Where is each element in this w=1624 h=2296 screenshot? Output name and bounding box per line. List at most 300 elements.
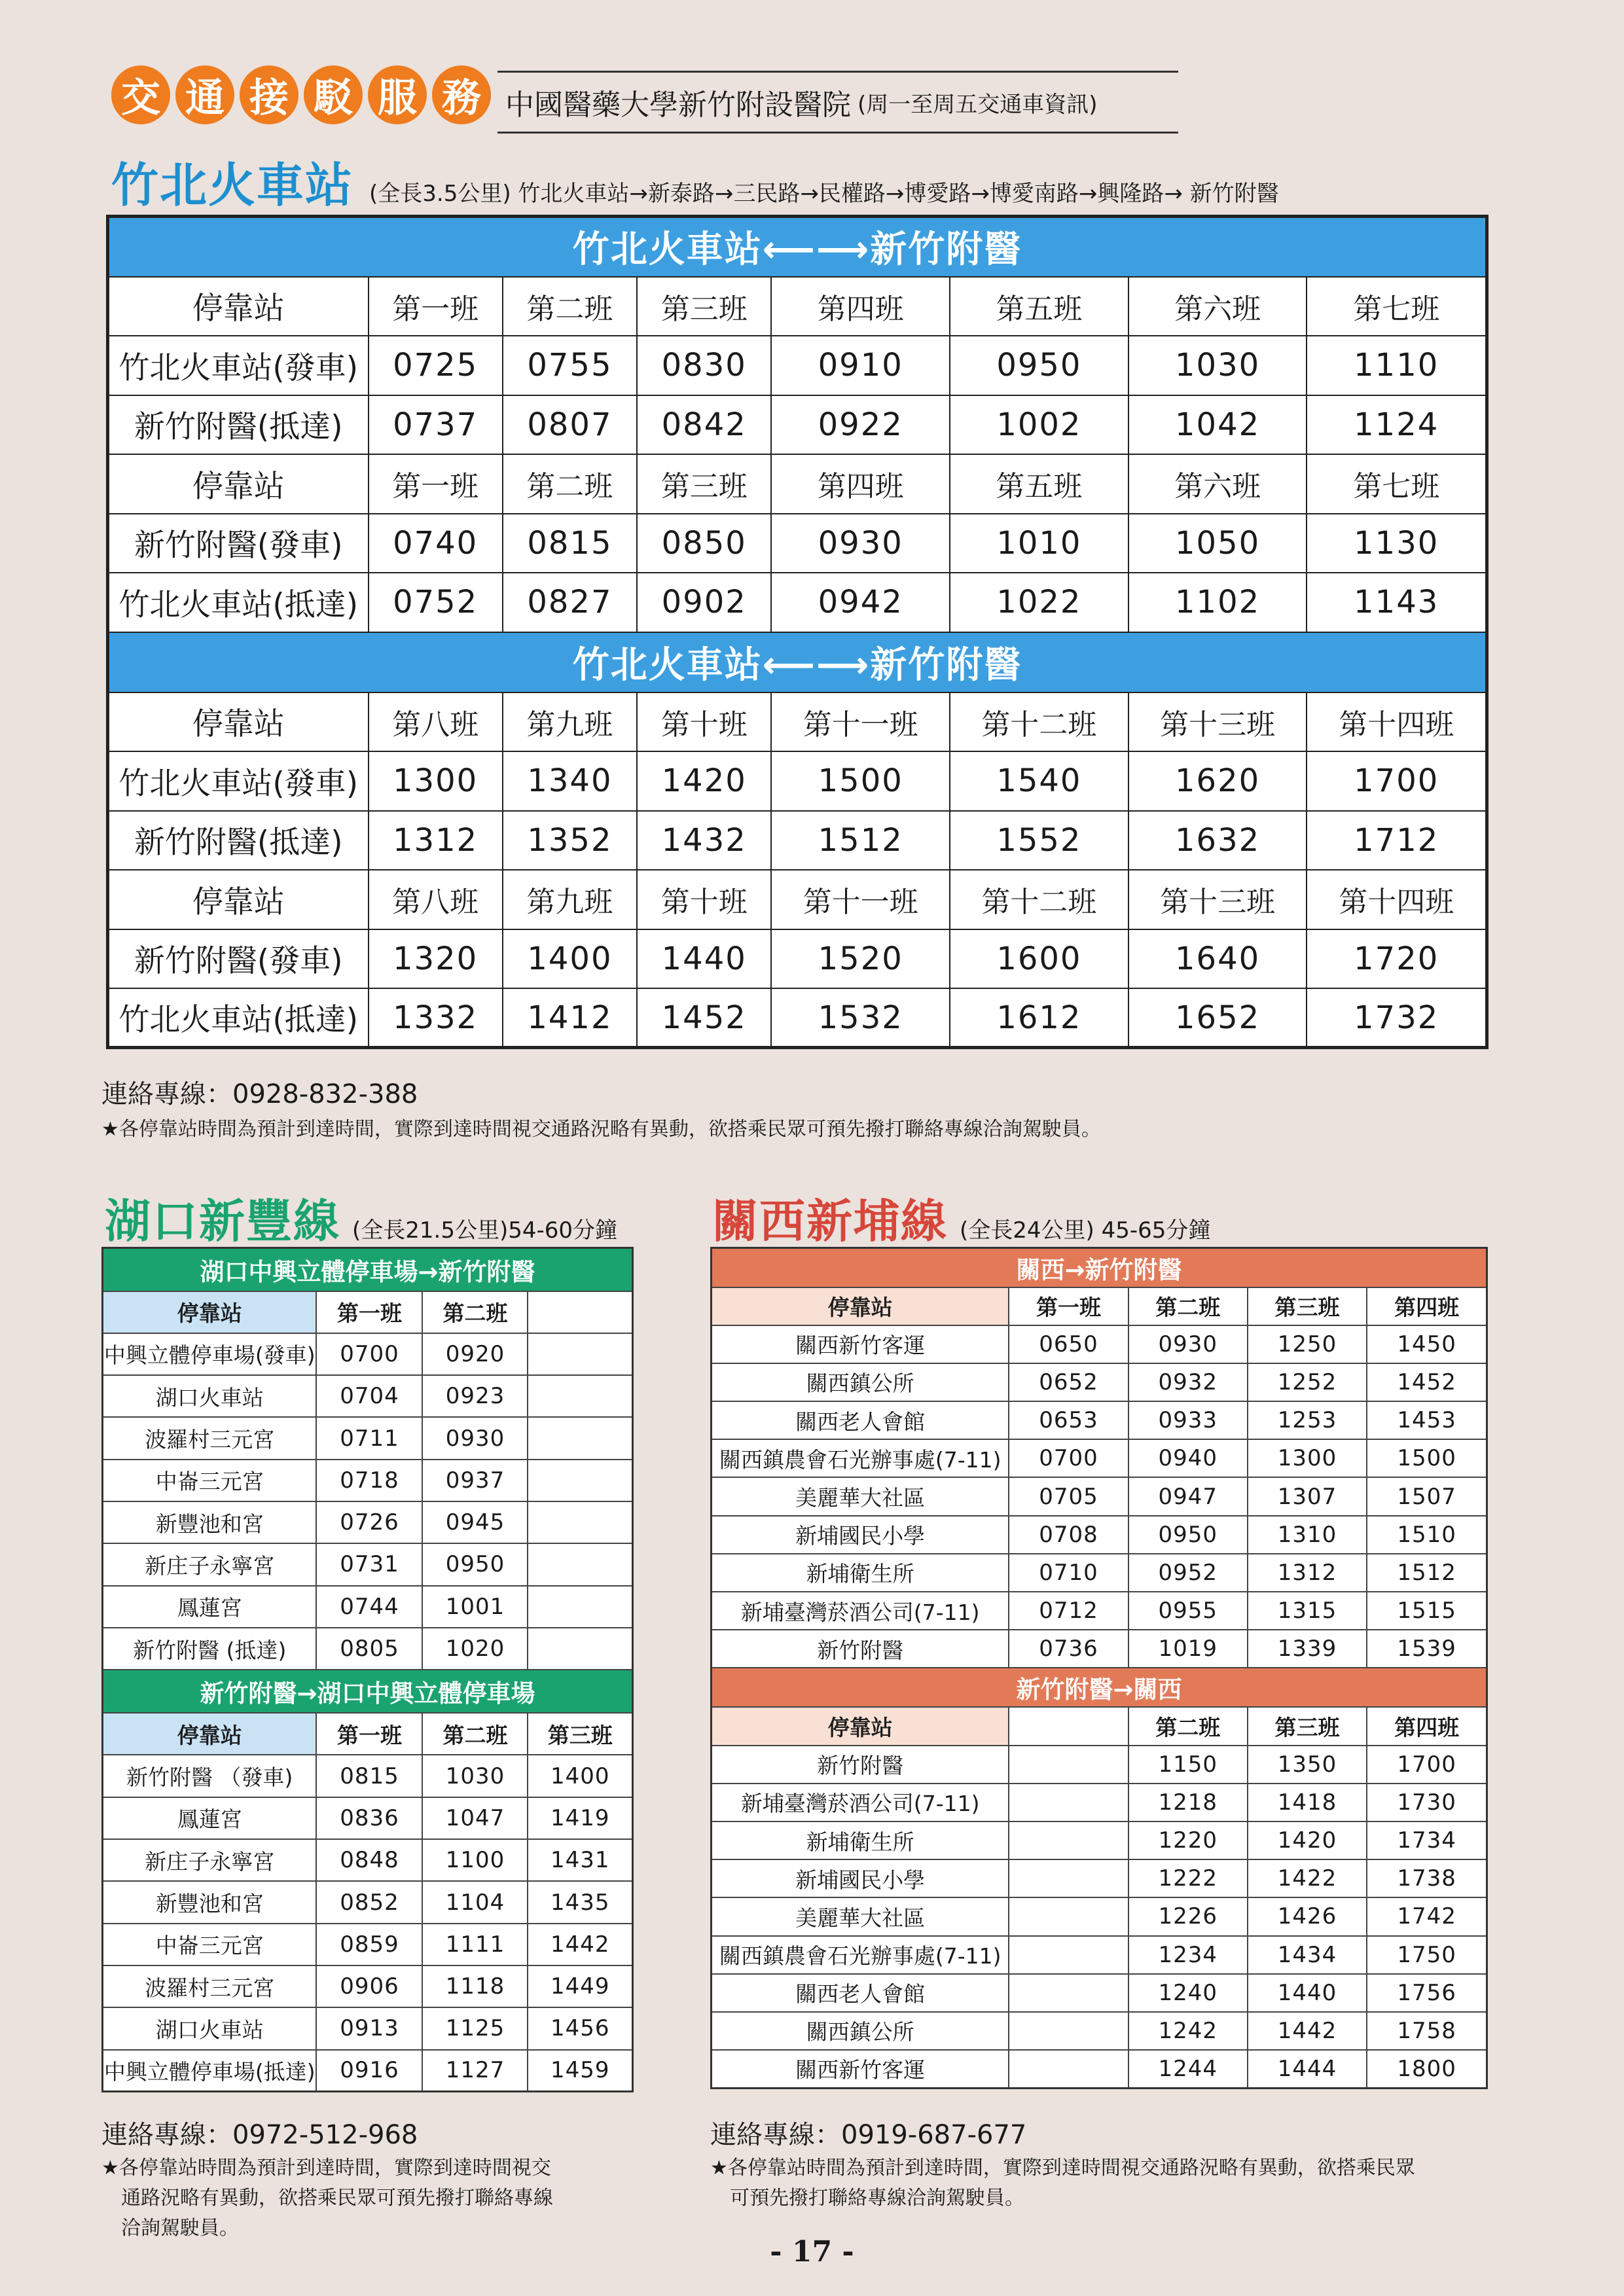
run-header: 第七班 <box>1307 454 1487 514</box>
table-row <box>103 1881 633 1923</box>
station-cell: 新竹附醫(發車) <box>108 514 369 573</box>
station-cell: 中興立體停車場(發車) <box>103 1333 317 1375</box>
table-row <box>712 1784 1487 1821</box>
time-cell: 1442 <box>1248 2012 1367 2050</box>
time-cell: 1444 <box>1248 2050 1367 2088</box>
time-cell: 0752 <box>369 573 503 632</box>
time-cell: 1412 <box>503 988 637 1048</box>
station-cell: 關西新竹客運 <box>712 2050 1009 2088</box>
route1-desc: (全長3.5公里) 竹北火車站→新泰路→三民路→民權路→博愛路→博愛南路→興隆路→ 新竹附醫 <box>369 181 1279 207</box>
time-cell: 1420 <box>1248 1821 1367 1859</box>
table-row <box>103 1333 633 1375</box>
route1-title <box>111 147 1279 215</box>
time-cell: 1320 <box>369 929 503 989</box>
time-cell: 1127 <box>422 2050 528 2092</box>
time-cell: 1510 <box>1367 1516 1487 1554</box>
time-cell <box>528 1543 632 1585</box>
table-row <box>103 1797 633 1839</box>
stop-header: 停靠站 <box>103 1291 317 1333</box>
table-row <box>103 2007 633 2049</box>
time-cell: 1418 <box>1248 1784 1367 1821</box>
time-cell: 0744 <box>316 1586 422 1628</box>
time-cell: 1250 <box>1248 1325 1367 1363</box>
route2-desc: (全長21.5公里)54-60分鐘 <box>352 1217 618 1244</box>
run-header <box>528 1291 632 1333</box>
time-cell: 1756 <box>1367 1974 1487 2012</box>
table-row <box>103 1586 633 1628</box>
time-cell: 0700 <box>1009 1439 1128 1477</box>
time-cell: 0726 <box>316 1501 422 1543</box>
run-header: 第二班 <box>503 454 637 514</box>
run-header: 第十一班 <box>771 692 950 752</box>
table-row <box>108 811 1487 870</box>
station-cell: 新竹附醫 (抵達) <box>103 1628 317 1670</box>
stop-header: 停靠站 <box>108 870 369 929</box>
time-cell: 1632 <box>1128 811 1307 870</box>
route2-name: 湖口新豐線 <box>105 1194 340 1248</box>
time-cell: 0737 <box>369 395 503 455</box>
band-label: 竹北火車站⟵⟶新竹附醫 <box>108 217 1487 277</box>
station-cell: 湖口火車站 <box>103 2007 317 2049</box>
station-cell: 新竹附醫(抵達) <box>108 395 369 455</box>
station-cell: 關西鎮公所 <box>712 2012 1009 2050</box>
hospital-header <box>497 71 1178 134</box>
station-cell: 新竹附醫(發車) <box>108 929 369 989</box>
time-cell: 1540 <box>950 751 1128 811</box>
time-cell: 1730 <box>1367 1784 1487 1821</box>
time-cell: 1453 <box>1367 1401 1487 1439</box>
time-cell: 0827 <box>503 573 637 632</box>
note-line: 通路況略有異動，欲搭乘民眾可預先撥打聯絡專線 <box>121 2187 553 2210</box>
table-row <box>712 1401 1487 1439</box>
time-cell <box>1009 1784 1128 1821</box>
time-cell: 1220 <box>1128 1821 1248 1859</box>
table-row <box>712 1439 1487 1477</box>
time-cell: 1150 <box>1128 1746 1248 1784</box>
time-cell: 1234 <box>1128 1936 1248 1974</box>
time-cell: 1720 <box>1307 929 1487 989</box>
time-cell: 1010 <box>950 514 1128 573</box>
time-cell: 1520 <box>771 929 950 989</box>
time-cell <box>1009 2050 1128 2088</box>
time-cell: 1420 <box>637 751 771 811</box>
time-cell: 1507 <box>1367 1477 1487 1515</box>
time-cell: 1742 <box>1367 1897 1487 1935</box>
run-header: 第二班 <box>422 1713 528 1755</box>
run-header: 第十班 <box>637 692 771 752</box>
time-cell: 1100 <box>422 1839 528 1881</box>
route3-name: 關西新埔線 <box>712 1194 948 1248</box>
station-cell: 新竹附醫 <box>712 1746 1009 1784</box>
table-row <box>103 1755 633 1797</box>
time-cell: 1512 <box>1367 1554 1487 1592</box>
run-header: 第十三班 <box>1128 870 1307 929</box>
station-cell: 關西老人會館 <box>712 1401 1009 1439</box>
time-cell: 0700 <box>316 1333 422 1375</box>
time-cell: 0910 <box>771 336 950 395</box>
time-cell: 0805 <box>316 1628 422 1670</box>
run-header: 第三班 <box>1248 1707 1367 1745</box>
time-cell: 0930 <box>1128 1325 1248 1363</box>
table-row <box>108 573 1487 632</box>
time-cell: 0836 <box>316 1797 422 1839</box>
time-cell: 0652 <box>1009 1363 1128 1401</box>
time-cell: 1400 <box>503 929 637 989</box>
band-label: 湖口中興立體停車場→新竹附醫 <box>103 1248 633 1291</box>
route3-contact: 連絡專線：0919-687-677 <box>710 2120 1027 2150</box>
time-cell <box>528 1333 632 1375</box>
time-cell: 1434 <box>1248 1936 1367 1974</box>
station-cell: 竹北火車站(抵達) <box>108 988 369 1048</box>
time-cell: 1125 <box>422 2007 528 2049</box>
table-row <box>103 1628 633 1670</box>
time-cell: 0725 <box>369 336 503 395</box>
station-cell: 中崙三元宮 <box>103 1924 317 1965</box>
time-cell <box>1009 2012 1128 2050</box>
time-cell: 1734 <box>1367 1821 1487 1859</box>
time-cell: 0807 <box>503 395 637 455</box>
band-label: 竹北火車站⟵⟶新竹附醫 <box>108 632 1487 692</box>
time-cell: 1539 <box>1367 1630 1487 1668</box>
direction-band <box>108 632 1487 692</box>
badge-char: 務 <box>432 65 491 124</box>
note-line: 洽詢駕駛員。 <box>121 2217 239 2240</box>
direction-band <box>103 1670 633 1713</box>
time-cell: 1600 <box>950 929 1128 989</box>
time-cell: 0712 <box>1009 1592 1128 1630</box>
time-cell: 1800 <box>1367 2050 1487 2088</box>
direction-band <box>108 217 1487 277</box>
badge-char: 交 <box>111 65 170 124</box>
time-cell: 0755 <box>503 336 637 395</box>
route3-timetable <box>710 1247 1488 2089</box>
time-cell: 1515 <box>1367 1592 1487 1630</box>
run-header: 第四班 <box>1367 1287 1487 1325</box>
time-cell: 0902 <box>637 573 771 632</box>
station-cell: 新埔國民小學 <box>712 1516 1009 1554</box>
table-row <box>712 1630 1487 1668</box>
badge-char: 通 <box>175 65 234 124</box>
time-cell: 1315 <box>1248 1592 1367 1630</box>
time-cell: 1332 <box>369 988 503 1048</box>
station-cell: 中興立體停車場(抵達) <box>103 2050 317 2092</box>
route3-note <box>710 2153 1489 2214</box>
time-cell: 0650 <box>1009 1325 1128 1363</box>
time-cell: 1307 <box>1248 1477 1367 1515</box>
time-cell: 1732 <box>1307 988 1487 1048</box>
time-cell: 1700 <box>1367 1746 1487 1784</box>
time-cell: 1459 <box>528 2050 632 2092</box>
time-cell: 0815 <box>503 514 637 573</box>
run-header: 第二班 <box>1128 1707 1248 1745</box>
time-cell: 1452 <box>637 988 771 1048</box>
run-header: 第十四班 <box>1307 870 1487 929</box>
route2-title <box>105 1185 617 1251</box>
time-cell: 1432 <box>637 811 771 870</box>
time-cell: 1400 <box>528 1755 632 1797</box>
route3-title <box>712 1185 1210 1251</box>
time-cell: 0923 <box>422 1375 528 1417</box>
table-row <box>712 2050 1487 2088</box>
time-cell: 0940 <box>1128 1439 1248 1477</box>
time-cell: 1104 <box>422 1881 528 1923</box>
run-header: 第五班 <box>950 454 1128 514</box>
station-cell: 新埔衛生所 <box>712 1554 1009 1592</box>
time-cell: 1452 <box>1367 1363 1487 1401</box>
table-row <box>103 1924 633 1965</box>
time-cell: 1340 <box>503 751 637 811</box>
time-cell: 1300 <box>369 751 503 811</box>
table-row <box>712 2012 1487 2050</box>
band-label: 新竹附醫→關西 <box>712 1668 1487 1707</box>
run-header: 第六班 <box>1128 454 1307 514</box>
time-cell: 0955 <box>1128 1592 1248 1630</box>
run-header: 第二班 <box>422 1291 528 1333</box>
time-cell <box>528 1417 632 1459</box>
note-line: ★各停靠站時間為預計到達時間，實際到達時間視交通路況略有異動，欲搭乘民眾 <box>710 2157 1415 2179</box>
time-cell: 1047 <box>422 1797 528 1839</box>
station-cell: 關西鎮農會石光辦事處(7-11) <box>712 1936 1009 1974</box>
run-header: 第三班 <box>528 1713 632 1755</box>
time-cell: 0906 <box>316 1965 422 2007</box>
time-cell: 1111 <box>422 1924 528 1965</box>
run-header: 第六班 <box>1128 277 1307 336</box>
time-cell: 1712 <box>1307 811 1487 870</box>
table-row <box>712 1516 1487 1554</box>
page-number: - 17 - <box>770 2235 854 2269</box>
table-row <box>712 1477 1487 1515</box>
time-cell: 1253 <box>1248 1401 1367 1439</box>
time-cell: 1750 <box>1367 1936 1487 1974</box>
run-header: 第四班 <box>1367 1707 1487 1745</box>
station-cell: 中崙三元宮 <box>103 1460 317 1501</box>
stop-header: 停靠站 <box>108 692 369 752</box>
run-header: 第一班 <box>316 1713 422 1755</box>
time-cell: 1652 <box>1128 988 1307 1048</box>
time-cell <box>1009 1897 1128 1935</box>
run-header: 第十二班 <box>950 870 1128 929</box>
time-cell: 1500 <box>1367 1439 1487 1477</box>
direction-band <box>103 1248 633 1291</box>
run-header <box>1009 1707 1128 1745</box>
stop-header: 停靠站 <box>108 454 369 514</box>
time-cell: 0950 <box>950 336 1128 395</box>
time-cell: 1640 <box>1128 929 1307 989</box>
time-cell: 1456 <box>528 2007 632 2049</box>
time-cell: 1450 <box>1367 1325 1487 1363</box>
station-cell: 關西鎮農會石光辦事處(7-11) <box>712 1439 1009 1477</box>
note-line: 可預先撥打聯絡專線洽詢駕駛員。 <box>730 2187 1024 2210</box>
time-cell <box>1009 1974 1128 2012</box>
time-cell: 0916 <box>316 2050 422 2092</box>
run-header: 第十三班 <box>1128 692 1307 752</box>
time-cell: 0930 <box>771 514 950 573</box>
table-row <box>103 1501 633 1543</box>
run-header: 第二班 <box>503 277 637 336</box>
table-row <box>712 1746 1487 1784</box>
hospital-note: (周一至周五交通車資訊) <box>857 91 1098 118</box>
band-label: 新竹附醫→湖口中興立體停車場 <box>103 1670 633 1713</box>
note-line: ★各停靠站時間為預計到達時間，實際到達時間視交 <box>101 2157 551 2179</box>
time-cell: 0736 <box>1009 1630 1128 1668</box>
run-header: 第一班 <box>369 454 503 514</box>
time-cell: 1512 <box>771 811 950 870</box>
time-cell: 1240 <box>1128 1974 1248 2012</box>
time-cell: 1102 <box>1128 573 1307 632</box>
time-cell: 1435 <box>528 1881 632 1923</box>
time-cell: 1002 <box>950 395 1128 455</box>
time-cell: 0922 <box>771 395 950 455</box>
time-cell: 1339 <box>1248 1630 1367 1668</box>
time-cell <box>1009 1746 1128 1784</box>
time-cell: 0852 <box>316 1881 422 1923</box>
station-cell: 美麗華大社區 <box>712 1477 1009 1515</box>
time-cell: 1532 <box>771 988 950 1048</box>
time-cell: 1242 <box>1128 2012 1248 2050</box>
station-cell: 關西新竹客運 <box>712 1325 1009 1363</box>
time-cell: 0937 <box>422 1460 528 1501</box>
time-cell: 1620 <box>1128 751 1307 811</box>
time-cell: 1110 <box>1307 336 1487 395</box>
time-cell: 1001 <box>422 1586 528 1628</box>
time-cell: 0932 <box>1128 1363 1248 1401</box>
station-cell: 新竹附醫(抵達) <box>108 811 369 870</box>
time-cell: 0653 <box>1009 1401 1128 1439</box>
time-cell: 0710 <box>1009 1554 1128 1592</box>
station-cell: 新埔臺灣菸酒公司(7-11) <box>712 1784 1009 1821</box>
time-cell <box>528 1375 632 1417</box>
time-cell: 0711 <box>316 1417 422 1459</box>
header-row <box>103 1713 633 1755</box>
time-cell: 0950 <box>1128 1516 1248 1554</box>
station-cell: 竹北火車站(發車) <box>108 751 369 811</box>
run-header: 第十一班 <box>771 870 950 929</box>
table-row <box>712 1554 1487 1592</box>
time-cell: 0705 <box>1009 1477 1128 1515</box>
table-row <box>712 1897 1487 1935</box>
time-cell: 1312 <box>1248 1554 1367 1592</box>
run-header: 第一班 <box>316 1291 422 1333</box>
run-header: 第十二班 <box>950 692 1128 752</box>
header-row <box>712 1707 1487 1745</box>
run-header: 第三班 <box>1248 1287 1367 1325</box>
station-cell: 鳳蓮宮 <box>103 1586 317 1628</box>
time-cell: 1226 <box>1128 1897 1248 1935</box>
table-row <box>103 1543 633 1585</box>
header-row <box>108 454 1487 514</box>
time-cell: 0950 <box>422 1543 528 1585</box>
table-row <box>103 2050 633 2092</box>
station-cell: 新豐池和宮 <box>103 1881 317 1923</box>
station-cell: 新豐池和宮 <box>103 1501 317 1543</box>
time-cell: 0815 <box>316 1755 422 1797</box>
time-cell: 1426 <box>1248 1897 1367 1935</box>
table-row <box>108 929 1487 989</box>
time-cell: 0850 <box>637 514 771 573</box>
header-row <box>103 1291 633 1333</box>
time-cell: 1700 <box>1307 751 1487 811</box>
station-cell: 波羅村三元宮 <box>103 1965 317 2007</box>
direction-band <box>712 1248 1487 1287</box>
run-header: 第四班 <box>771 277 950 336</box>
time-cell: 1440 <box>637 929 771 989</box>
time-cell: 1222 <box>1128 1859 1248 1897</box>
time-cell: 0708 <box>1009 1516 1128 1554</box>
table-row <box>108 751 1487 811</box>
time-cell: 1431 <box>528 1839 632 1881</box>
service-badge-row <box>111 65 491 124</box>
time-cell: 1244 <box>1128 2050 1248 2088</box>
time-cell: 1352 <box>503 811 637 870</box>
stop-header: 停靠站 <box>712 1707 1009 1745</box>
table-row <box>103 1417 633 1459</box>
time-cell: 1738 <box>1367 1859 1487 1897</box>
table-row <box>108 336 1487 395</box>
run-header: 第一班 <box>1009 1287 1128 1325</box>
time-cell: 1030 <box>1128 336 1307 395</box>
run-header: 第九班 <box>503 870 637 929</box>
header-row <box>712 1287 1487 1325</box>
station-cell: 美麗華大社區 <box>712 1897 1009 1935</box>
time-cell: 1118 <box>422 1965 528 2007</box>
table-row <box>712 1936 1487 1974</box>
time-cell: 0942 <box>771 573 950 632</box>
time-cell: 1419 <box>528 1797 632 1839</box>
run-header: 第十四班 <box>1307 692 1487 752</box>
time-cell: 1300 <box>1248 1439 1367 1477</box>
time-cell <box>1009 1821 1128 1859</box>
band-label: 關西→新竹附醫 <box>712 1248 1487 1287</box>
time-cell: 1500 <box>771 751 950 811</box>
time-cell: 0920 <box>422 1333 528 1375</box>
stop-header: 停靠站 <box>712 1287 1009 1325</box>
run-header: 第三班 <box>637 454 771 514</box>
run-header: 第八班 <box>369 870 503 929</box>
station-cell: 鳳蓮宮 <box>103 1797 317 1839</box>
table-row <box>108 514 1487 573</box>
time-cell: 1422 <box>1248 1859 1367 1897</box>
table-row <box>108 395 1487 455</box>
time-cell: 0913 <box>316 2007 422 2049</box>
table-row <box>103 1839 633 1881</box>
time-cell: 0830 <box>637 336 771 395</box>
route3-desc: (全長24公里) 45-65分鐘 <box>960 1217 1211 1244</box>
table-row <box>712 1363 1487 1401</box>
time-cell: 1042 <box>1128 395 1307 455</box>
time-cell <box>528 1586 632 1628</box>
time-cell: 1758 <box>1367 2012 1487 2050</box>
direction-band <box>712 1668 1487 1707</box>
station-cell: 關西老人會館 <box>712 1974 1009 2012</box>
time-cell: 1124 <box>1307 395 1487 455</box>
run-header: 第九班 <box>503 692 637 752</box>
badge-char: 服 <box>368 65 427 124</box>
time-cell: 1050 <box>1128 514 1307 573</box>
time-cell: 1449 <box>528 1965 632 2007</box>
time-cell: 1218 <box>1128 1784 1248 1821</box>
time-cell <box>1009 1936 1128 1974</box>
station-cell: 湖口火車站 <box>103 1375 317 1417</box>
time-cell: 0718 <box>316 1460 422 1501</box>
run-header: 第三班 <box>637 277 771 336</box>
time-cell: 1612 <box>950 988 1128 1048</box>
time-cell: 1350 <box>1248 1746 1367 1784</box>
time-cell: 0740 <box>369 514 503 573</box>
time-cell: 0859 <box>316 1924 422 1965</box>
table-row <box>103 1375 633 1417</box>
run-header: 第七班 <box>1307 277 1487 336</box>
time-cell: 1030 <box>422 1755 528 1797</box>
